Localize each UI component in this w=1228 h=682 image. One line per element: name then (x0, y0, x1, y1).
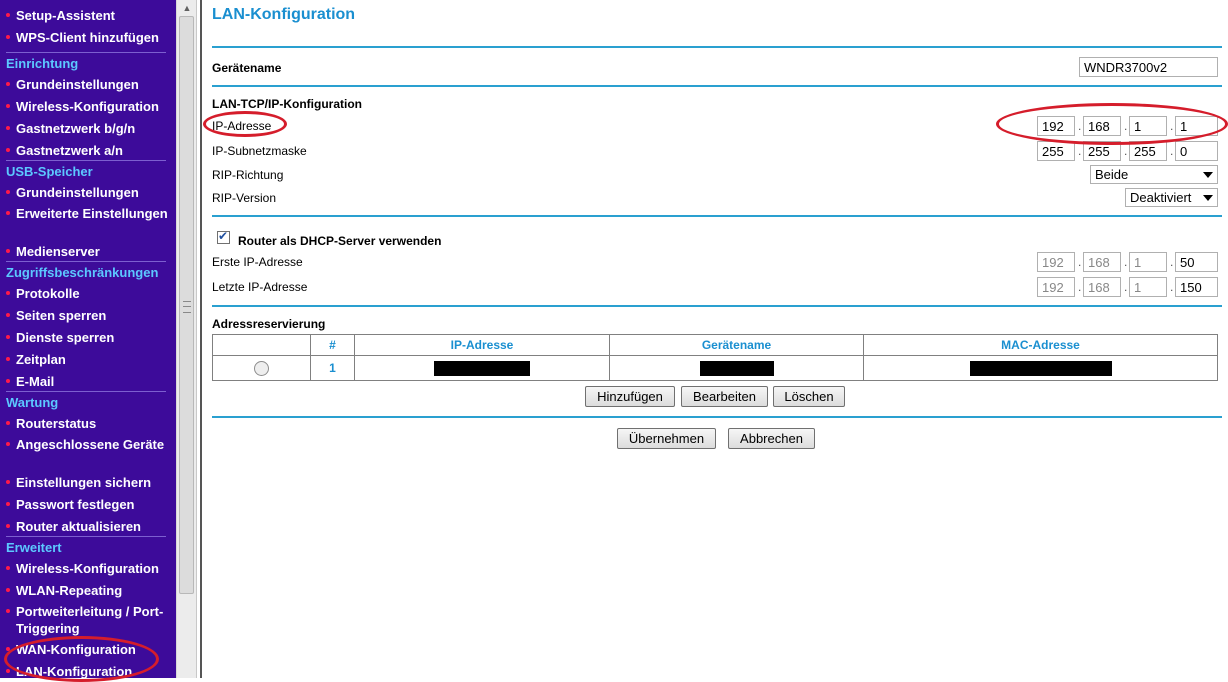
octet-separator: . (1078, 144, 1082, 158)
sidebar-divider (6, 160, 166, 161)
delete-button[interactable]: Löschen (773, 386, 845, 407)
bullet-icon (6, 566, 10, 570)
sidebar-item-label: Grundeinstellungen (16, 185, 139, 200)
octet-field[interactable]: 168 (1083, 116, 1121, 136)
sidebar-item-label: Wireless-Konfiguration (16, 99, 159, 114)
sidebar-item[interactable] (6, 496, 174, 513)
octet-field[interactable]: 255 (1037, 141, 1075, 161)
last-ip-label: Letzte IP-Adresse (212, 280, 308, 294)
bullet-icon (6, 249, 10, 253)
octet-separator: . (1124, 119, 1128, 133)
row-device-name-cell (610, 356, 864, 381)
divider (212, 85, 1222, 87)
octet-separator: . (1078, 280, 1082, 294)
frame-divider (196, 0, 202, 678)
divider (212, 215, 1222, 217)
sidebar-item-label: Angeschlossene Geräte (16, 437, 165, 452)
bullet-icon (6, 421, 10, 425)
column-header-device-name: Gerätename (610, 335, 864, 356)
octet-separator: . (1078, 255, 1082, 269)
main-content (203, 0, 1228, 678)
sidebar-item[interactable] (6, 307, 174, 324)
redacted-device-name (700, 361, 774, 376)
subnet-mask-label: IP-Subnetzmaske (212, 144, 307, 158)
sidebar-item[interactable] (6, 29, 174, 46)
sidebar-item[interactable] (6, 373, 174, 390)
octet-field[interactable]: 0 (1175, 141, 1218, 161)
bullet-icon (6, 669, 10, 673)
rip-direction-label: RIP-Richtung (212, 168, 284, 182)
redacted-ip (434, 361, 530, 376)
sidebar-item[interactable] (6, 120, 174, 137)
octet-field[interactable]: 50 (1175, 252, 1218, 272)
sidebar-section-heading: USB-Speicher (6, 164, 93, 179)
dhcp-checkbox[interactable] (217, 231, 230, 244)
bullet-icon (6, 313, 10, 317)
sidebar-item[interactable] (6, 560, 174, 577)
octet-field: 168 (1083, 252, 1121, 272)
sidebar-divider (6, 261, 166, 262)
bullet-icon (6, 502, 10, 506)
sidebar-item-label: Einstellungen sichern (16, 475, 152, 490)
rip-direction-select[interactable] (1090, 165, 1218, 184)
sidebar-section-heading: Wartung (6, 395, 59, 410)
sidebar-item-label: Gastnetzwerk a/n (16, 143, 123, 158)
rip-version-value: Deaktiviert (1130, 190, 1192, 205)
sidebar-item-label: Routerstatus (16, 416, 97, 431)
bullet-icon (6, 35, 10, 39)
sidebar-divider (6, 536, 166, 537)
sidebar-item-label: E-Mail (16, 374, 55, 389)
sidebar-nav (0, 0, 176, 678)
sidebar-item-label: Grundeinstellungen (16, 77, 139, 92)
sidebar-item[interactable] (6, 184, 174, 201)
sidebar-section-heading: Erweitert (6, 540, 62, 555)
sidebar-item-label: Passwort festlegen (16, 497, 135, 512)
octet-field[interactable]: 192 (1037, 116, 1075, 136)
bullet-icon (6, 148, 10, 152)
bullet-icon (6, 480, 10, 484)
octet-field[interactable]: 150 (1175, 277, 1218, 297)
bullet-icon (6, 82, 10, 86)
bullet-icon (6, 442, 10, 446)
sidebar-section-heading: Zugriffsbeschränkungen (6, 265, 159, 280)
sidebar-item-label: Setup-Assistent (16, 8, 115, 23)
sidebar-item[interactable] (6, 518, 174, 535)
table-row (213, 356, 1218, 381)
sidebar-item[interactable] (6, 7, 174, 24)
cancel-button[interactable]: Abbrechen (728, 428, 815, 449)
octet-separator: . (1170, 280, 1174, 294)
chevron-down-icon (1203, 172, 1213, 178)
add-button[interactable]: Hinzufügen (585, 386, 675, 407)
dhcp-checkbox-label: Router als DHCP-Server verwenden (238, 234, 442, 248)
bullet-icon (6, 609, 10, 613)
octet-separator: . (1124, 144, 1128, 158)
sidebar-item[interactable] (6, 436, 174, 453)
sidebar-item-label: Router aktualisieren (16, 519, 141, 534)
rip-version-label: RIP-Version (212, 191, 277, 205)
column-header-mac: MAC-Adresse (864, 335, 1218, 356)
ip-address-label: IP-Adresse (212, 119, 272, 133)
octet-field: 1 (1129, 277, 1167, 297)
sidebar-item[interactable] (6, 98, 174, 115)
chevron-down-icon (1203, 195, 1213, 201)
octet-separator: . (1078, 119, 1082, 133)
rip-direction-value: Beide (1095, 167, 1129, 182)
column-header-select (213, 335, 311, 356)
bullet-icon (6, 104, 10, 108)
sidebar-item[interactable] (6, 415, 174, 432)
sidebar-item[interactable] (6, 205, 174, 222)
sidebar-item[interactable] (6, 76, 174, 93)
octet-field: 168 (1083, 277, 1121, 297)
bullet-icon (6, 379, 10, 383)
row-ip-cell (355, 356, 610, 381)
divider (212, 305, 1222, 307)
bullet-icon (6, 126, 10, 130)
annotation-oval (996, 103, 1228, 145)
sidebar-item[interactable] (6, 351, 174, 368)
sidebar-item[interactable] (6, 243, 174, 260)
octet-field[interactable]: 255 (1129, 141, 1167, 161)
bullet-icon (6, 13, 10, 17)
bullet-icon (6, 357, 10, 361)
sidebar-divider (6, 391, 166, 392)
sidebar-item-label: WLAN-Repeating (16, 583, 123, 598)
sidebar-divider (6, 52, 166, 53)
bullet-icon (6, 211, 10, 215)
sidebar-item[interactable] (6, 142, 174, 159)
sidebar-item-label: Seiten sperren (16, 308, 107, 323)
bullet-icon (6, 588, 10, 592)
octet-field[interactable]: 1 (1175, 116, 1218, 136)
bullet-icon (6, 524, 10, 528)
first-ip-label: Erste IP-Adresse (212, 255, 303, 269)
sidebar-item[interactable] (6, 329, 174, 346)
octet-field: 192 (1037, 252, 1075, 272)
sidebar-item[interactable] (6, 603, 174, 637)
sidebar-item[interactable] (6, 474, 174, 491)
sidebar-section-heading: Einrichtung (6, 56, 79, 71)
sidebar-item[interactable] (6, 582, 174, 599)
octet-separator: . (1170, 144, 1174, 158)
sidebar-item-label: Medienserver (16, 244, 100, 259)
sidebar-scrollbar[interactable] (176, 0, 197, 678)
octet-separator: . (1170, 255, 1174, 269)
sidebar-item-label: Protokolle (16, 286, 80, 301)
bullet-icon (6, 291, 10, 295)
row-select-cell (213, 356, 311, 381)
scroll-thumb[interactable] (179, 16, 194, 594)
sidebar-item-label: WPS-Client hinzufügen (16, 30, 159, 45)
sidebar-item-label: Wireless-Konfiguration (16, 561, 159, 576)
octet-field[interactable]: 1 (1129, 116, 1167, 136)
column-header-ip: IP-Adresse (355, 335, 610, 356)
sidebar-item-label: Erweiterte Einstellungen (16, 206, 168, 221)
sidebar-item[interactable] (6, 285, 174, 302)
bullet-icon (6, 335, 10, 339)
table-header-row (213, 335, 1218, 356)
edit-button[interactable]: Bearbeiten (681, 386, 768, 407)
column-header-index: # (311, 335, 355, 356)
row-radio-button[interactable] (254, 361, 269, 376)
divider (212, 46, 1222, 48)
annotation-oval (203, 111, 287, 137)
annotation-oval (4, 636, 159, 682)
tcpip-heading: LAN-TCP/IP-Konfiguration (212, 97, 362, 111)
sidebar-item-label: WAN-Konfiguration (16, 642, 136, 657)
reservation-table (212, 334, 1218, 381)
sidebar-item-label: Zeitplan (16, 352, 66, 367)
divider (212, 416, 1222, 418)
octet-field: 1 (1129, 252, 1167, 272)
reservation-heading: Adressreservierung (212, 317, 326, 331)
scroll-up-arrow-icon[interactable]: ▲ (182, 3, 192, 13)
octet-separator: . (1124, 280, 1128, 294)
row-index: 1 (311, 356, 355, 381)
apply-button[interactable]: Übernehmen (617, 428, 716, 449)
bullet-icon (6, 190, 10, 194)
rip-version-select[interactable] (1125, 188, 1218, 207)
sidebar-item-label: Gastnetzwerk b/g/n (16, 121, 136, 136)
sidebar-item-label: Dienste sperren (16, 330, 115, 345)
row-mac-cell (864, 356, 1218, 381)
sidebar-item-label: LAN-Konfiguration (16, 664, 133, 678)
octet-separator: . (1170, 119, 1174, 133)
octet-field: 192 (1037, 277, 1075, 297)
octet-separator: . (1124, 255, 1128, 269)
grip-icon (183, 301, 191, 313)
sidebar-item-label: Portweiterleitung / Port-Triggering (16, 604, 164, 636)
device-name-field[interactable]: WNDR3700v2 (1079, 57, 1218, 77)
page-title: LAN-Konfiguration (212, 6, 356, 23)
redacted-mac (970, 361, 1112, 376)
octet-field[interactable]: 255 (1083, 141, 1121, 161)
device-name-label: Gerätename (212, 61, 282, 75)
